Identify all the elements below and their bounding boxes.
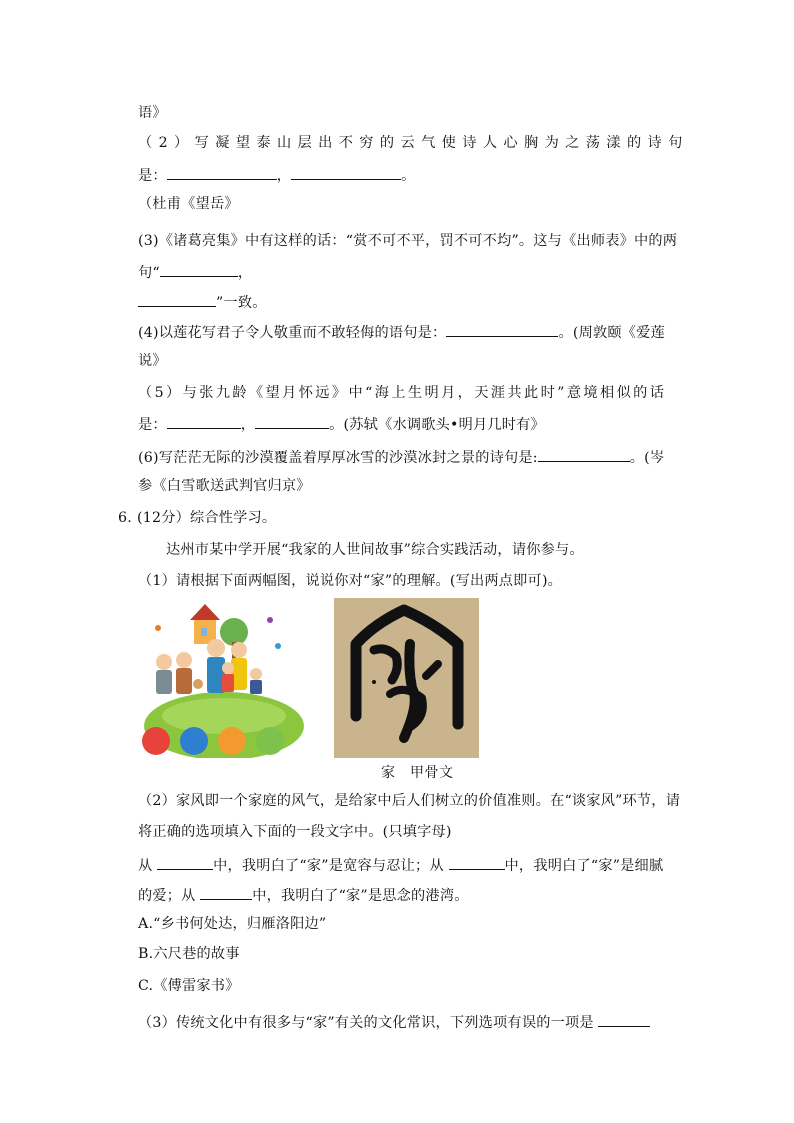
answer-line-5-3b: ”一致。 xyxy=(138,291,267,313)
question-6-intro: 达州市某中学开展“我家的人世间故事”综合实践活动，请你参与。 xyxy=(166,542,584,558)
answer-blank[interactable] xyxy=(138,291,216,307)
option-c: C.《傅雷家书》 xyxy=(138,978,240,994)
question-5-2: （2）写凝望泰山层出不穷的云气使诗人心胸为之荡漾的诗句 xyxy=(138,135,689,151)
answer-blank[interactable] xyxy=(598,1011,650,1027)
fill-in-line-1: 从 中，我明白了“家”是宽容与忍让；从 中，我明白了“家”是细腻 xyxy=(138,854,663,876)
question-6-title: (12分）综合性学习。 xyxy=(137,510,277,526)
question-6-number: 6. xyxy=(118,510,132,526)
red-circle xyxy=(142,727,170,755)
tree-icon xyxy=(220,618,248,646)
question-6-2-cont: 将正确的选项填入下面的一段文字中。(只填字母) xyxy=(138,824,452,840)
question-5-3: (3)《诸葛亮集》中有这样的话：“赏不可不平，罚不可不均”。这与《出师表》中的两 xyxy=(138,233,678,249)
option-b: B.六尺巷的故事 xyxy=(138,946,240,962)
orange-circle xyxy=(218,727,246,755)
answer-blank[interactable] xyxy=(446,321,558,337)
image-caption: 家 甲骨文 xyxy=(381,765,454,781)
jiaguwen-jia-character xyxy=(334,598,479,758)
question-5-5: （5）与张九龄《望月怀远》中“海上生明月，天涯共此时”意境相似的话 xyxy=(138,385,667,401)
question-6-2: （2）家风即一个家庭的风气，是给家中后人们树立的价值准则。在“谈家风”环节，请 xyxy=(138,793,681,809)
question-6-3: （3）传统文化中有很多与“家”有关的文化常识，下列选项有误的一项是 xyxy=(138,1011,650,1033)
fill-in-line-2: 的爱；从 中，我明白了“家”是思念的港湾。 xyxy=(138,884,469,906)
option-a: A.“乡书何处达，归雁洛阳边” xyxy=(138,916,327,932)
answer-blank[interactable] xyxy=(157,854,213,870)
family-figures xyxy=(156,639,262,694)
answer-blank[interactable] xyxy=(200,884,252,900)
question-5-4: (4)以莲花写君子令人敬重而不敢轻侮的语句是： 。(周敦颐《爱莲 xyxy=(138,321,665,343)
family-illustration xyxy=(138,598,310,758)
text-line: 说》 xyxy=(138,353,167,369)
answer-blank[interactable] xyxy=(449,854,505,870)
answer-line-5-2: 是： ， 。 xyxy=(138,164,416,186)
text-line: 参《白雪歌送武判官归京》 xyxy=(138,478,311,494)
answer-line-5-3a: 句“ ， xyxy=(138,261,252,283)
answer-blank[interactable] xyxy=(291,164,401,180)
answer-line-5-5: 是： ， 。(苏轼《水调歌头•明月几时有》 xyxy=(138,413,545,435)
question-5-6: (6)写茫茫无际的沙漠覆盖着厚厚冰雪的沙漠冰封之景的诗句是: 。(岑 xyxy=(138,446,664,468)
green-circle xyxy=(256,727,284,755)
answer-blank[interactable] xyxy=(167,413,241,429)
answer-blank[interactable] xyxy=(167,164,277,180)
source-note: （杜甫《望岳》 xyxy=(138,196,239,212)
question-6-1: （1）请根据下面两幅图，说说你对“家”的理解。(写出两点即可)。 xyxy=(138,573,563,589)
answer-blank[interactable] xyxy=(255,413,329,429)
text-line: 语》 xyxy=(138,105,167,121)
answer-blank[interactable] xyxy=(538,446,630,462)
answer-blank[interactable] xyxy=(160,261,238,277)
blue-circle xyxy=(180,727,208,755)
